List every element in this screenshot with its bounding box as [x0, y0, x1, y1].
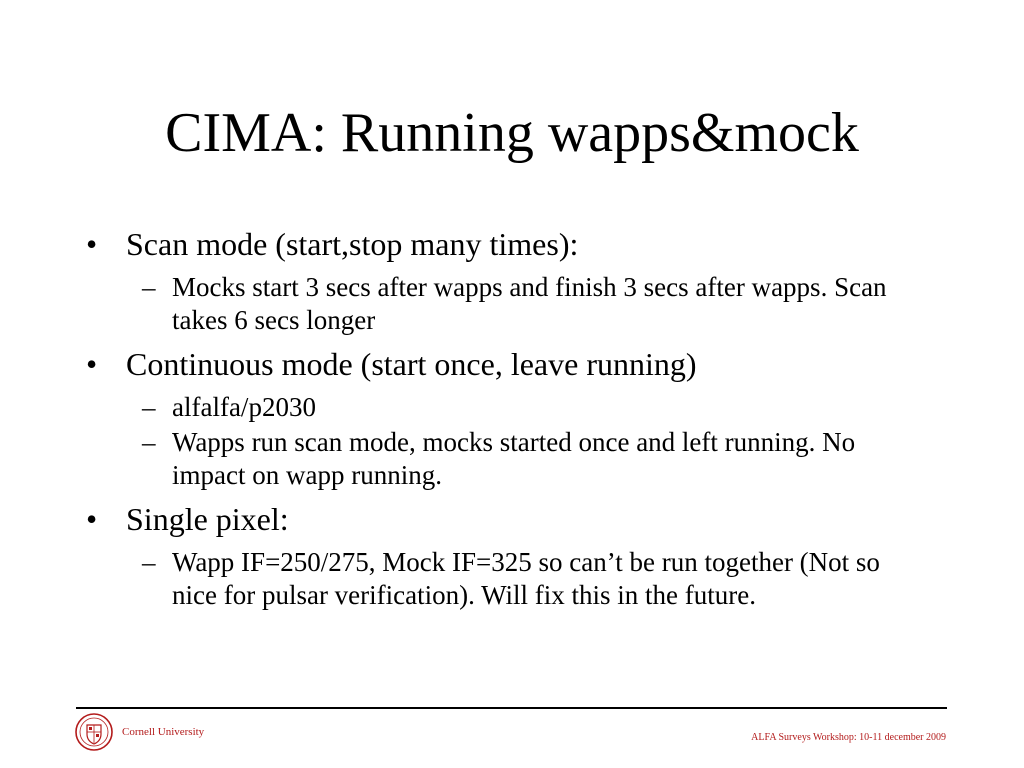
bullet-item: [86, 345, 926, 383]
footer-divider: [76, 707, 947, 709]
bullet-text: Single pixel:: [126, 501, 289, 537]
dash-icon: –: [142, 547, 156, 577]
sub-bullet-text: alfalfa/p2030: [172, 392, 316, 422]
slide-title: CIMA: Running wapps&mock: [165, 102, 859, 164]
footer-event: ALFA Surveys Workshop: 10-11 december 2009: [751, 732, 946, 743]
sub-bullet-item: [142, 391, 908, 424]
sub-bullet-item: [142, 546, 908, 612]
sub-bullet-text: Mocks start 3 secs after wapps and finish 3 secs after wapps. Scan takes 6 secs longer: [172, 272, 887, 335]
bullet-text: Continuous mode (start once, leave running): [126, 346, 697, 382]
cornell-seal-icon: [74, 712, 114, 752]
university-name: Cornell University: [122, 726, 205, 738]
dash-icon: –: [142, 427, 156, 457]
bullet-item: [86, 500, 926, 538]
bullet-dot-icon: •: [86, 226, 98, 262]
dash-icon: –: [142, 272, 156, 302]
bullet-list: [86, 225, 926, 620]
sub-bullet-item: [142, 426, 908, 492]
bullet-dot-icon: •: [86, 346, 98, 382]
bullet-dot-icon: •: [86, 501, 98, 537]
bullet-item: [86, 225, 926, 263]
sub-bullet-text: Wapp IF=250/275, Mock IF=325 so can’t be run together (Not so nice for pulsar verification). Will fix this in the future.: [172, 547, 880, 610]
dash-icon: –: [142, 392, 156, 422]
bullet-text: Scan mode (start,stop many times):: [126, 226, 579, 262]
sub-bullet-item: [142, 271, 908, 337]
sub-bullet-text: Wapps run scan mode, mocks started once and left running. No impact on wapp running.: [172, 427, 856, 490]
